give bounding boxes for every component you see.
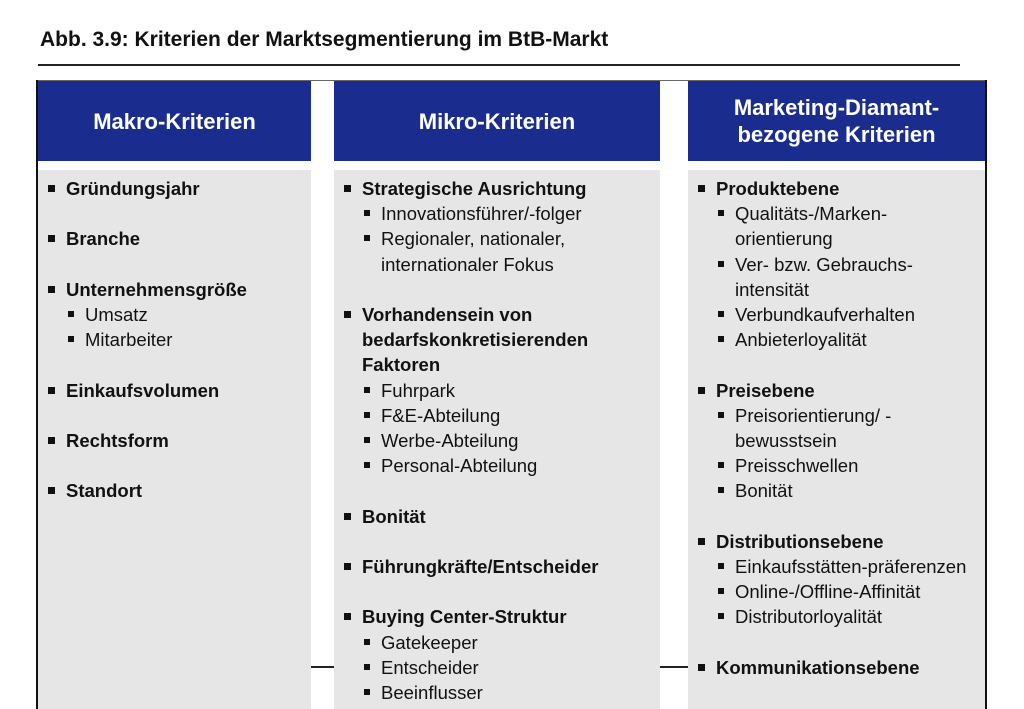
sub-criterion-item: Entscheider [381,655,650,680]
column-header-marketing-diamant: Marketing-Diamant- bezogene Kriterien [688,81,985,161]
sub-criterion-item: Personal-Abteilung [381,453,650,478]
criterion-label: Führungkräfte/Entscheider [362,556,599,577]
sub-criterion-item: Beeinflusser [381,680,650,705]
criterion-item [716,529,975,630]
column-body-mikro [334,170,660,709]
criterion-label: Standort [66,480,143,502]
criterion-label: Distributionsebene [716,530,884,552]
column-body-makro [38,170,311,709]
criterion-item [362,554,650,579]
sub-criterion-item: Gatekeeper [381,630,650,655]
criterion-label: Preisebene [716,379,815,401]
sub-criterion-item: Regionaler, nationaler, internationaler Fokus [381,226,650,276]
page-title: Abb. 3.9: Kriterien der Marktsegmentierung im BtB-Markt [40,28,609,51]
column-body-marketing-diamant [688,170,985,709]
sub-criteria-list [716,403,975,504]
criterion-item [66,277,301,353]
sub-criteria-list [362,378,650,479]
sub-criterion-item: Einkaufsstätten-präferenzen [735,554,975,579]
criterion-item [66,478,301,503]
sub-criteria-list [66,302,301,352]
sub-criteria-list [716,554,975,630]
criterion-item [362,504,650,529]
sub-criterion-item: Ver- bzw. Gebrauchs-intensität [735,252,975,302]
sub-criterion-item: Innovationsführer/-folger [381,201,650,226]
sub-criteria-list [362,201,650,277]
criterion-item [66,378,301,403]
criterion-label: Produktebene [716,178,840,199]
criterion-label: Kommunikationsebene [716,656,920,678]
sub-criterion-item: Anbieterloyalität [735,327,975,352]
sub-criterion-item: Fuhrpark [381,378,650,403]
criterion-label: Gründungsjahr [66,178,200,199]
criterion-item [716,176,975,352]
criterion-item [66,226,301,251]
sub-criterion-item: Distributorloyalität [735,604,975,629]
criterion-label: Rechtsform [66,429,169,451]
sub-criteria-list [362,630,650,706]
criterion-item [66,428,301,453]
criteria-list [38,170,311,504]
sub-criterion-item: F&E-Abteilung [381,403,650,428]
criterion-label: Strategische Ausrichtung [362,178,587,199]
sub-criterion-item: Mitarbeiter [85,327,301,352]
criterion-label: Bonität [362,505,426,527]
criteria-list [688,170,985,680]
criterion-item [362,604,650,705]
criterion-item [362,302,650,478]
sub-criterion-item: Preisschwellen [735,453,975,478]
criteria-list [334,170,660,705]
criterion-label: Einkaufsvolumen [66,379,220,401]
column-header-makro: Makro-Kriterien [38,81,311,161]
sub-criterion-item: Qualitäts-/Marken-orientierung [735,201,975,251]
frame-right-border [985,80,987,709]
criterion-item [66,176,301,201]
column-header-mikro: Mikro-Kriterien [334,81,660,161]
sub-criterion-item: Verbundkaufverhalten [735,302,975,327]
sub-criterion-item: Umsatz [85,302,301,327]
bottom-divider-left [311,666,334,668]
bottom-divider-right [660,666,688,668]
criterion-item [716,655,975,680]
criterion-item [362,176,650,277]
criterion-label: Buying Center-Struktur [362,606,567,628]
criterion-label: Branche [66,228,141,250]
title-divider [38,64,960,66]
sub-criterion-item: Preisorientierung/ -bewusstsein [735,403,975,453]
criterion-label: Vorhandensein von bedarfskonkretisierenden Faktoren [362,304,589,376]
sub-criteria-list [716,201,975,352]
sub-criterion-item: Werbe-Abteilung [381,428,650,453]
sub-criterion-item: Online-/Offline-Affinität [735,579,975,604]
criterion-item [716,378,975,504]
sub-criterion-item: Bonität [735,478,975,503]
criterion-label: Unternehmensgröße [66,278,247,300]
